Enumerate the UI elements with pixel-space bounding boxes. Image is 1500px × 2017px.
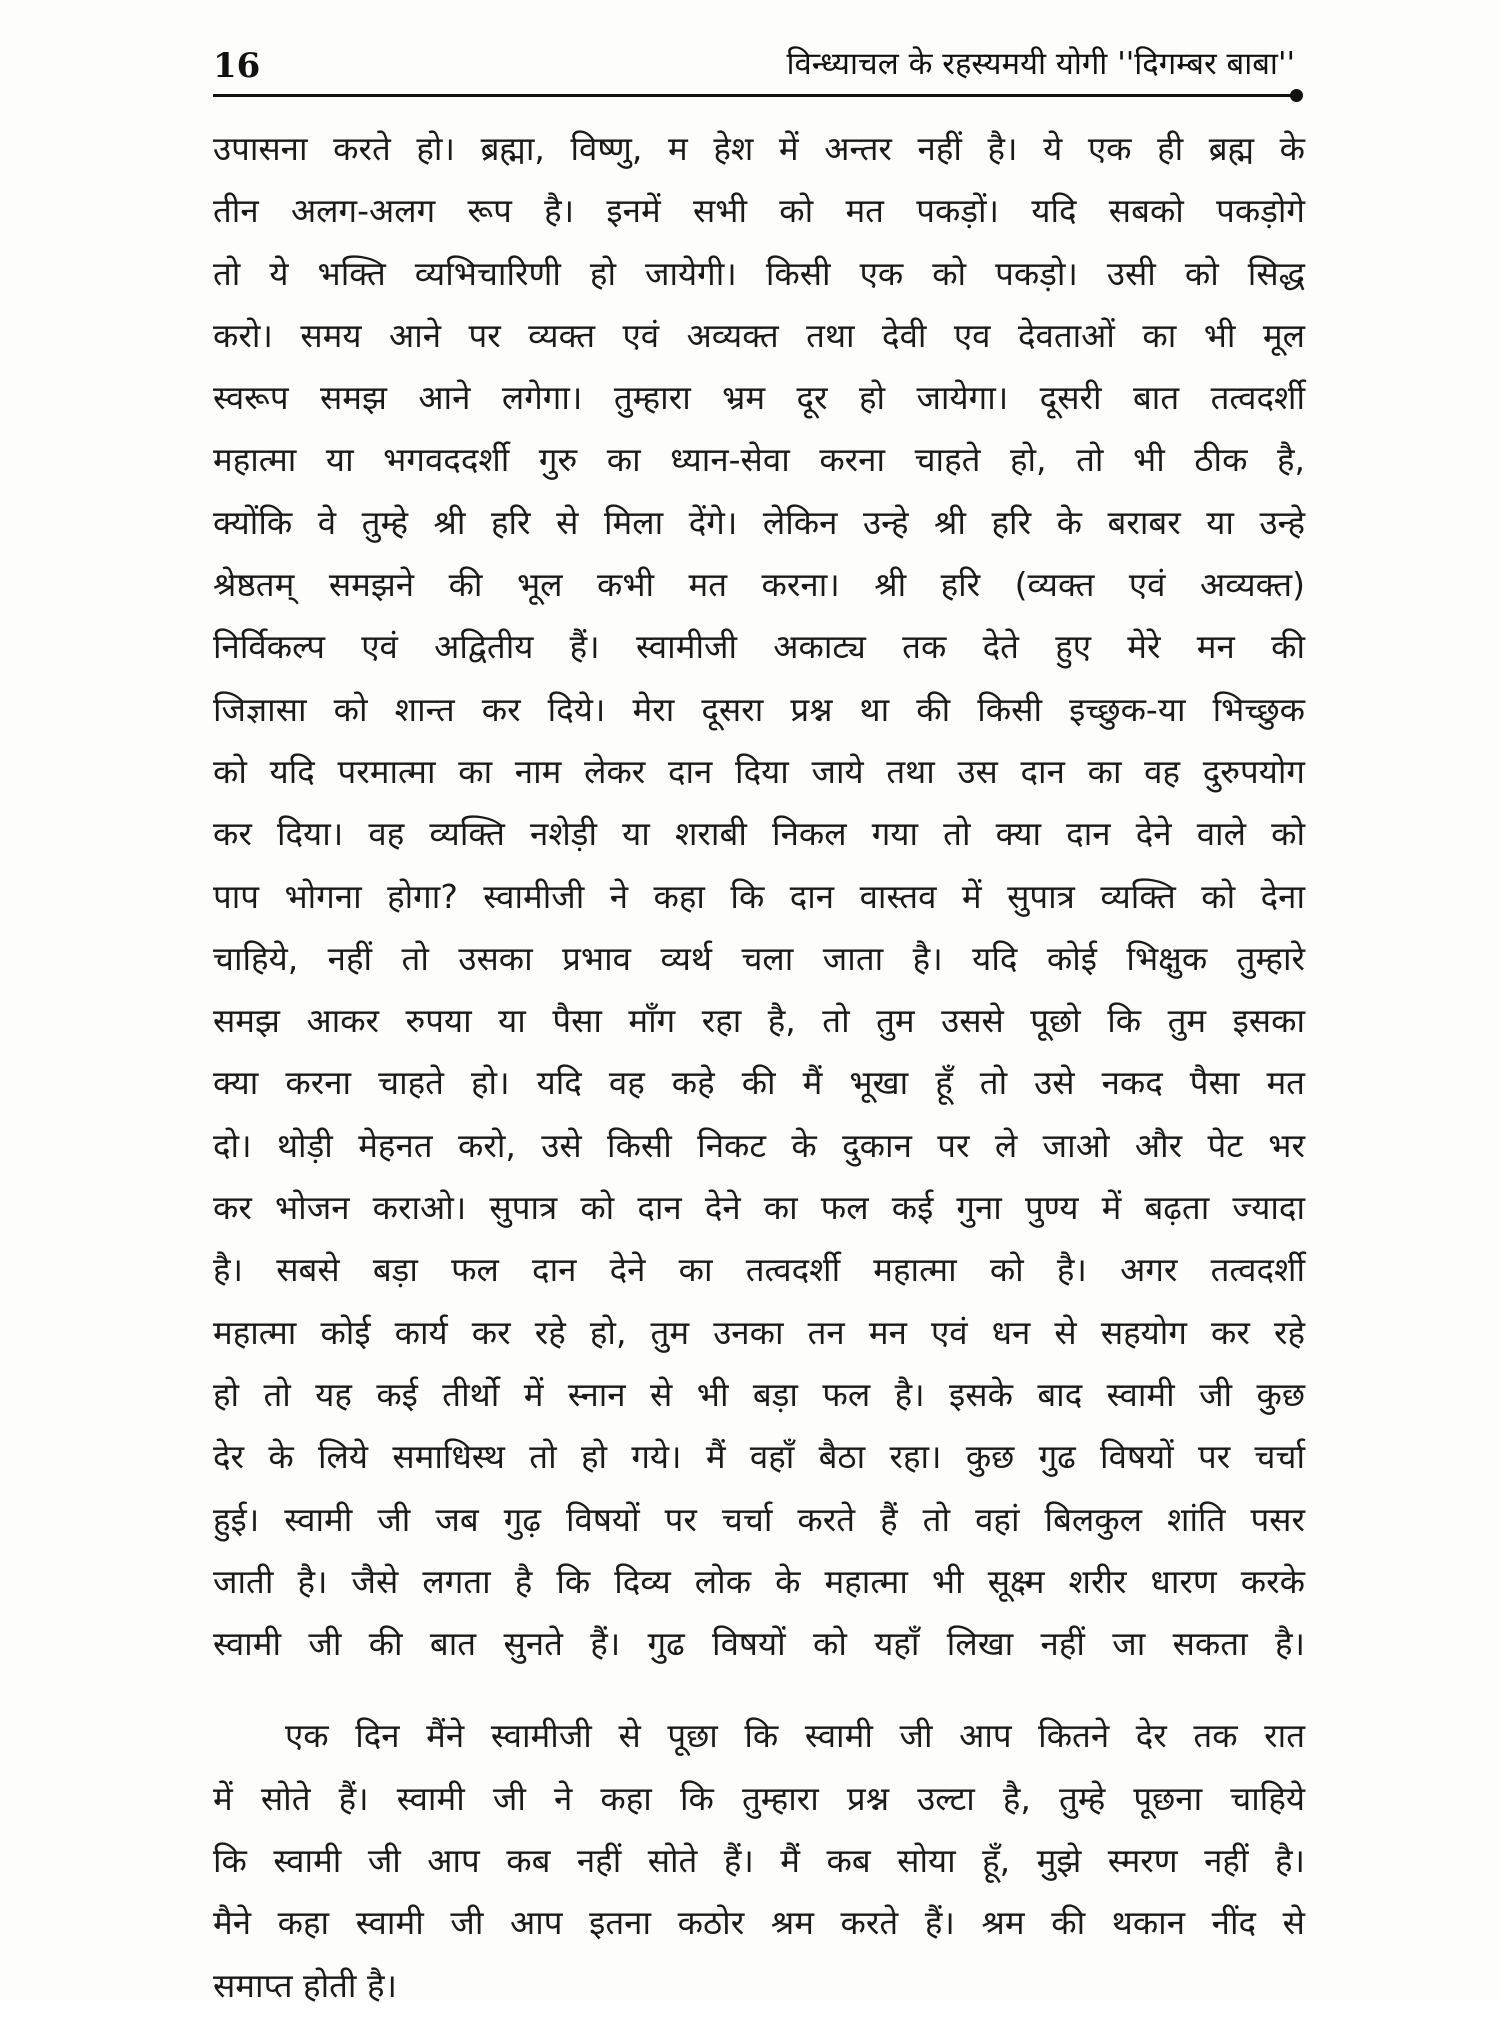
text-line: है। सबसे बड़ा फल दान देने का तत्वदर्शी महात्मा को है। अगर तत्वदर्शी — [213, 1250, 1305, 1290]
paragraph-2 — [213, 1705, 1305, 2016]
text-line: क्योंकि वे तुम्हे श्री हरि से मिला देंगे। लेकिन उन्हे श्री हरि के बराबर या उन्हे — [213, 502, 1305, 542]
text-line: कर दिया। वह व्यक्ति नशेड़ी या शराबी निकल गया तो क्या दान देने वाले को — [213, 814, 1305, 854]
paragraph-gap — [213, 1675, 1305, 1705]
text-line: तो ये भक्ति व्यभिचारिणी हो जायेगी। किसी एक को पकड़ो। उसी को सिद्ध — [213, 253, 1305, 293]
text-line: कर भोजन कराओ। सुपात्र को दान देने का फल कई गुना पुण्य में बढ़ता ज्यादा — [213, 1188, 1305, 1228]
text-line: पाप भोगना होगा? स्वामीजी ने कहा कि दान वास्तव में सुपात्र व्यक्ति को देना — [213, 876, 1305, 916]
text-line: को यदि परमात्मा का नाम लेकर दान दिया जाये तथा उस दान का वह दुरुपयोग — [213, 751, 1305, 791]
page-number: 16 — [213, 46, 261, 86]
text-line: चाहिये, नहीं तो उसका प्रभाव व्यर्थ चला जाता है। यदि कोई भिक्षुक तुम्हारे — [213, 938, 1305, 978]
paragraph-1 — [213, 118, 1305, 1675]
body-text — [213, 118, 1305, 2017]
running-title: विन्ध्याचल के रहस्यमयी योगी ''दिगम्बर बाबा'' — [786, 46, 1295, 82]
text-line: मैने कहा स्वामी जी आप इतना कठोर श्रम करते हैं। श्रम की थकान नींद से — [213, 1903, 1305, 1943]
text-line: उपासना करते हो। ब्रह्मा, विष्णु, म हेश में अन्तर नहीं है। ये एक ही ब्रह्म के — [213, 129, 1305, 168]
header-rule — [213, 94, 1293, 97]
text-line: तीन अलग-अलग रूप है। इनमें सभी को मत पकड़ों। यदि सबको पकड़ोगे — [213, 191, 1305, 231]
text-line: समझ आकर रुपया या पैसा माँग रहा है, तो तुम उससे पूछो कि तुम इसका — [213, 1001, 1305, 1041]
header-rule-dot — [1290, 89, 1303, 102]
text-line: महात्मा कोई कार्य कर रहे हो, तुम उनका तन मन एवं धन से सहयोग कर रहे — [213, 1312, 1305, 1352]
text-line: देर के लिये समाधिस्थ तो हो गये। मैं वहाँ बैठा रहा। कुछ गुढ विषयों पर चर्चा — [213, 1437, 1305, 1477]
text-line: जाती है। जैसे लगता है कि दिव्य लोक के महात्मा भी सूक्ष्म शरीर धारण करके — [213, 1561, 1305, 1601]
text-line: दो। थोड़ी मेहनत करो, उसे किसी निकट के दुकान पर ले जाओ और पेट भर — [213, 1125, 1305, 1165]
text-line: निर्विकल्प एवं अद्वितीय हैं। स्वामीजी अकाट्य तक देते हुए मेरे मन की — [213, 627, 1305, 667]
text-line: एक दिन मैंने स्वामीजी से पूछा कि स्वामी जी आप कितने देर तक रात — [285, 1716, 1305, 1756]
text-line: स्वामी जी की बात सुनते हैं। गुढ विषयों को यहाँ लिखा नहीं जा सकता है। — [213, 1624, 1305, 1664]
page-header — [213, 40, 1305, 96]
text-line: स्वरूप समझ आने लगेगा। तुम्हारा भ्रम दूर हो जायेगा। दूसरी बात तत्वदर्शी — [213, 378, 1305, 418]
text-line: महात्मा या भगवददर्शी गुरु का ध्यान-सेवा करना चाहते हो, तो भी ठीक है, — [213, 440, 1305, 480]
text-line: हुई। स्वामी जी जब गुढ़ विषयों पर चर्चा करते हैं तो वहां बिलकुल शांति पसर — [213, 1499, 1305, 1539]
text-line: करो। समय आने पर व्यक्त एवं अव्यक्त तथा देवी एव देवताओं का भी मूल — [213, 315, 1305, 355]
text-line: क्या करना चाहते हो। यदि वह कहे की मैं भूखा हूँ तो उसे नकद पैसा मत — [213, 1063, 1305, 1103]
text-line: में सोते हैं। स्वामी जी ने कहा कि तुम्हारा प्रश्न उल्टा है, तुम्हे पूछना चाहिये — [213, 1778, 1305, 1818]
text-line: हो तो यह कई तीर्थो में स्नान से भी बड़ा फल है। इसके बाद स्वामी जी कुछ — [213, 1374, 1305, 1414]
text-line: कि स्वामी जी आप कब नहीं सोते हैं। मैं कब सोया हूँ, मुझे स्मरण नहीं है। — [213, 1841, 1305, 1881]
text-line: श्रेष्ठतम् समझने की भूल कभी मत करना। श्री हरि (व्यक्त एवं अव्यक्त) — [213, 565, 1305, 605]
text-line: समाप्त होती है। — [213, 1965, 397, 2005]
text-line: जिज्ञासा को शान्त कर दिये। मेरा दूसरा प्रश्न था की किसी इच्छुक-या भिच्छुक — [213, 689, 1305, 729]
